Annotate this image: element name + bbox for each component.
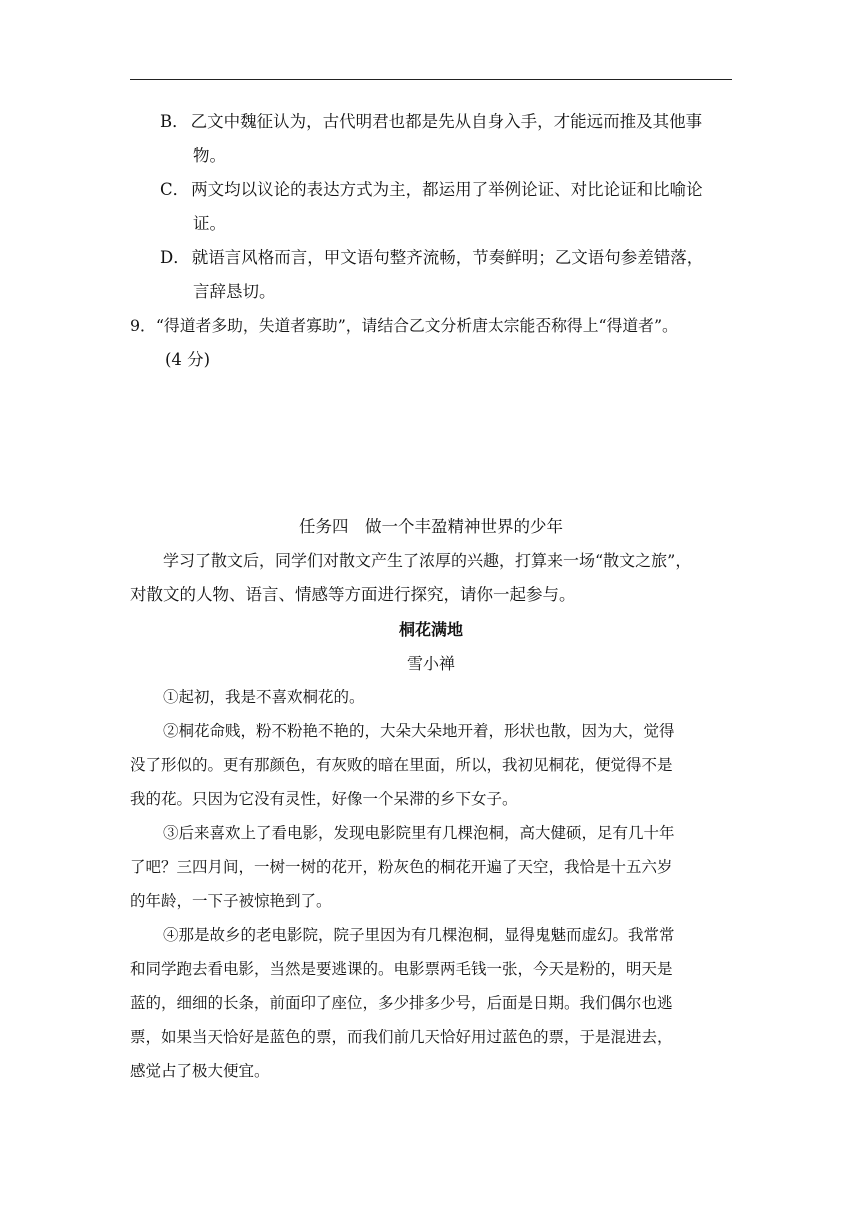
- option-c-letter: C．: [160, 180, 190, 199]
- option-b-text-line2: 物。: [193, 146, 226, 165]
- task-4-title: 任务四 做一个丰盈精神世界的少年: [299, 517, 563, 536]
- essay-paragraph-3-line1: ③后来喜欢上了看电影，发现电影院里有几棵泡桐，高大健硕，足有几十年: [163, 824, 675, 842]
- essay-paragraph-3-line2: 了吧？三四月间，一树一树的花开，粉灰色的桐花开遍了天空，我恰是十五六岁: [130, 858, 673, 876]
- task-4-intro-line2: 对散文的人物、语言、情感等方面进行探究，请你一起参与。: [130, 585, 576, 604]
- essay-title: 桐花满地: [398, 620, 463, 639]
- option-b: [160, 112, 702, 132]
- essay-paragraph-1: ①起初，我是不喜欢桐花的。: [163, 688, 365, 706]
- option-d: [160, 248, 703, 268]
- option-b-text-line1: 乙文中魏征认为，古代明君也都是先从自身入手，才能远而推及其他事: [190, 112, 703, 131]
- essay-paragraph-3-line3: 的年龄，一下子被惊艳到了。: [130, 892, 332, 910]
- essay-paragraph-4-line3: 蓝的，细细的长条，前面印了座位，多少排多少号，后面是日期。我们偶尔也逃: [130, 994, 673, 1012]
- essay-paragraph-4-line5: 感觉占了极大便宜。: [130, 1062, 270, 1080]
- essay-paragraph-4-line2: 和同学跑去看电影，当然是要逃课的。电影票两毛钱一张，今天是粉的，明天是: [130, 960, 673, 978]
- option-d-text-line2: 言辞恳切。: [193, 282, 276, 301]
- essay-paragraph-2-line2: 没了形似的。更有那颜色，有灰败的暗在里面，所以，我初见桐花，便觉得不是: [130, 756, 673, 774]
- essay-author: 雪小禅: [406, 654, 455, 673]
- option-c-text-line2: 证。: [193, 214, 226, 233]
- question-9-score: (4 分): [165, 350, 211, 369]
- essay-paragraph-4-line4: 票，如果当天恰好是蓝色的票，而我们前几天恰好用过蓝色的票，于是混进去，: [130, 1028, 673, 1046]
- header-rule: [130, 79, 732, 80]
- option-c: [160, 180, 703, 200]
- option-c-text-line1: 两文均以议论的表达方式为主，都运用了举例论证、对比论证和比喻论: [191, 180, 703, 199]
- question-9-text: 9．“得道者多助，失道者寡助”，请结合乙文分析唐太宗能否称得上“得道者”。: [130, 316, 678, 335]
- option-b-letter: B．: [160, 112, 189, 131]
- task-4-intro-line1: 学习了散文后，同学们对散文产生了浓厚的兴趣，打算来一场“散文之旅”，: [163, 551, 692, 570]
- essay-paragraph-2-line3: 我的花。只因为它没有灵性，好像一个呆滞的乡下女子。: [130, 790, 518, 808]
- option-d-letter: D．: [160, 248, 190, 267]
- option-d-text-line1: 就语言风格而言，甲文语句整齐流畅，节奏鲜明；乙文语句参差错落，: [191, 248, 704, 267]
- essay-paragraph-4-line1: ④那是故乡的老电影院，院子里因为有几棵泡桐，显得鬼魅而虚幻。我常常: [163, 926, 675, 944]
- essay-paragraph-2-line1: ②桐花命贱，粉不粉艳不艳的，大朵大朵地开着，形状也散，因为大，觉得: [163, 722, 675, 740]
